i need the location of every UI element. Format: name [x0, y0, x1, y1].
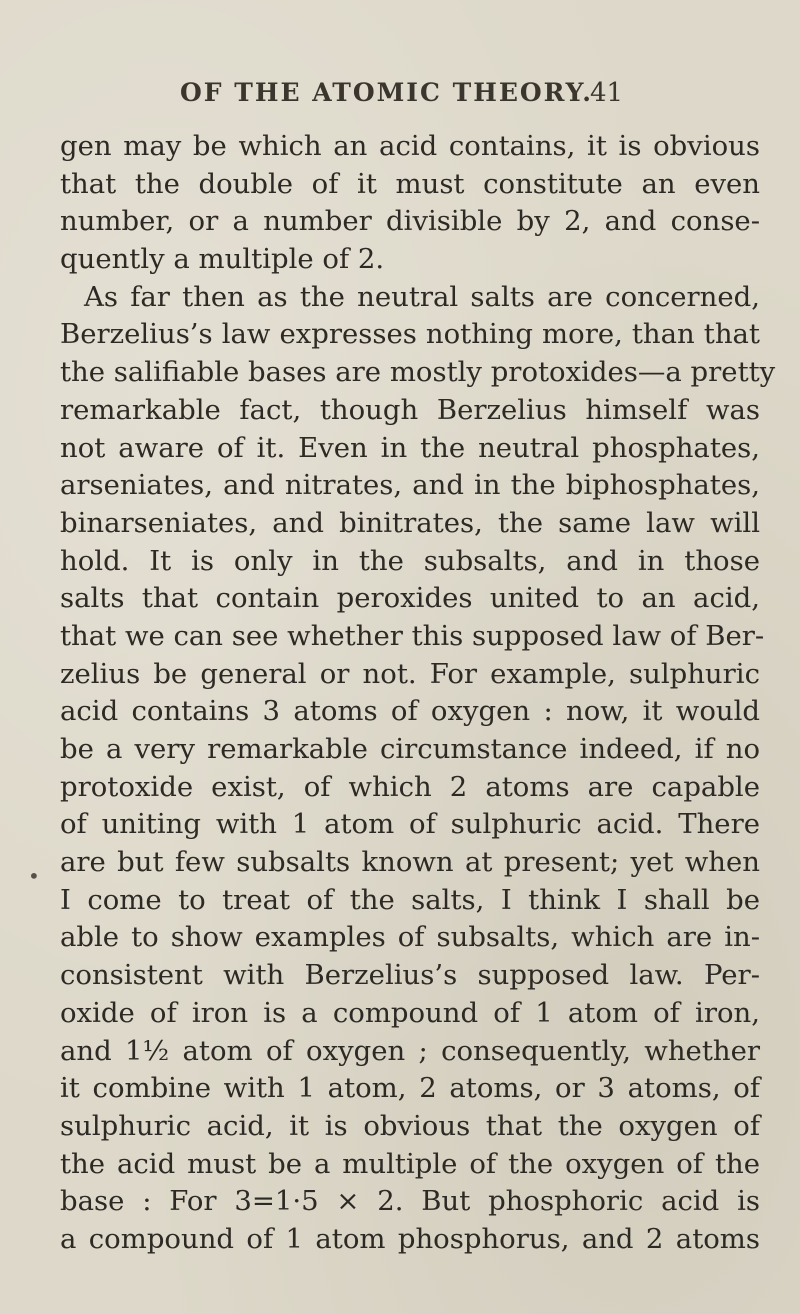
text-line: not aware of it. Even in the neutral phosphates, — [60, 431, 760, 464]
text-line: acid contains 3 atoms of oxygen : now, it would — [60, 695, 760, 728]
body-text — [60, 128, 776, 1259]
text-line: base : For 3=1·5 × 2. But phosphoric acid is — [60, 1185, 760, 1218]
text-line: sulphuric acid, it is obvious that the oxygen of — [60, 1109, 760, 1142]
margin-mark: • — [28, 864, 40, 888]
text-line: protoxide exist, of which 2 atoms are capable — [60, 770, 760, 803]
text-line: the acid must be a multiple of the oxygen of the — [60, 1147, 760, 1180]
text-line: consistent with Berzelius’s supposed law. Per- — [60, 959, 760, 992]
text-line: Berzelius’s law expresses nothing more, than that — [60, 318, 760, 351]
text-line: remarkable fact, though Berzelius himself was — [60, 393, 760, 426]
text-line: binarseniates, and binitrates, the same law will — [60, 506, 760, 539]
text-line: zelius be general or not. For example, sulphuric — [60, 657, 760, 690]
text-line: a compound of 1 atom phosphorus, and 2 atoms — [60, 1222, 760, 1255]
running-head: OF THE ATOMIC THEORY. — [180, 78, 593, 107]
text-line: it combine with 1 atom, 2 atoms, or 3 atoms, of — [60, 1072, 760, 1105]
text-line: salts that contain peroxides united to an acid, — [60, 582, 760, 615]
text-line: be a very remarkable circumstance indeed, if no — [60, 733, 760, 765]
text-line: the salifiable bases are mostly protoxides—a pretty — [60, 356, 776, 389]
text-line: oxide of iron is a compound of 1 atom of iron, — [60, 996, 760, 1029]
text-line: are but few subsalts known at present; yet when — [60, 846, 760, 879]
text-line: number, or a number divisible by 2, and conse- — [60, 205, 760, 238]
text-line: As far then as the neutral salts are concerned, — [84, 280, 760, 313]
text-line: that we can see whether this supposed law of Ber- — [60, 619, 765, 652]
text-line: that the double of it must constitute an even — [60, 167, 760, 200]
text-line: gen may be which an acid contains, it is obvious — [60, 130, 760, 162]
text-line: quently a multiple of 2. — [60, 243, 385, 276]
page-header — [0, 78, 800, 118]
text-line: hold. It is only in the subsalts, and in those — [60, 544, 760, 577]
text-line: I come to treat of the salts, I think I shall be — [60, 883, 760, 916]
text-line: of uniting with 1 atom of sulphuric acid. There — [60, 808, 760, 841]
page-number: 41 — [590, 78, 624, 108]
text-line: and 1½ atom of oxygen ; consequently, whether — [60, 1034, 760, 1067]
text-line: arseniates, and nitrates, and in the biphosphates, — [60, 469, 760, 502]
text-line: able to show examples of subsalts, which are in- — [60, 921, 760, 954]
